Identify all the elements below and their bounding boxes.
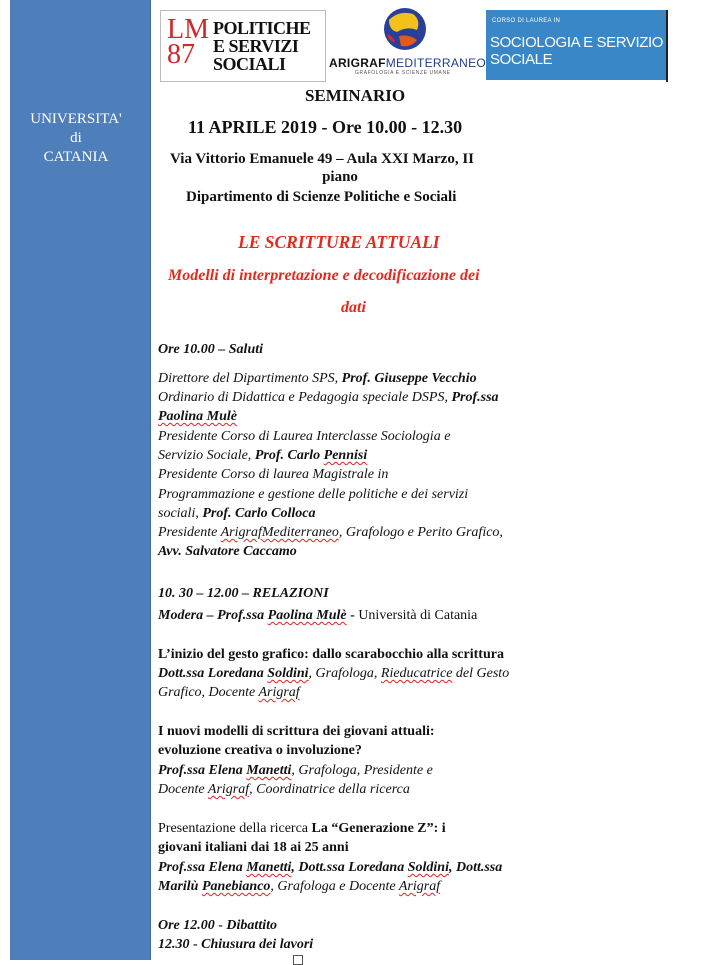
lm87-logo-text: POLITICHE E SERVIZI SOCIALI	[213, 18, 311, 74]
event-subtitle-2: dati	[341, 299, 366, 316]
talk-speaker: Grafico, Docente Arigraf	[158, 685, 300, 700]
talk-speaker: Marilù Panebianco, Grafologa e Docente Arigraf	[158, 879, 441, 894]
saluti-line: sociali, Prof. Carlo Colloca	[158, 506, 316, 521]
saluti-line: Presidente Corso di Laurea Interclasse Sociologia e	[158, 429, 451, 444]
sidebar-edge	[0, 0, 10, 960]
anchor-icon	[293, 955, 303, 965]
university-name	[12, 110, 140, 167]
university-line-3: CATANIA	[43, 149, 109, 165]
arigraf-logo-name: ARIGRAFMEDITERRANEO	[329, 56, 487, 70]
dibattito: Ore 12.00 - Dibattito	[158, 918, 277, 933]
lm87-logo	[160, 10, 326, 82]
address-line-1: Via Vittorio Emanuele 49 – Aula XXI Marzo, II	[170, 151, 475, 167]
course-logo	[486, 10, 666, 80]
course-logo-small: CORSO DI LAUREA IN	[492, 18, 561, 24]
talk-title: giovani italiani dai 18 ai 25 anni	[158, 840, 349, 855]
globe-icon	[377, 6, 433, 52]
talk-speaker: Prof.ssa Elena Manetti, Dott.ssa Loredana Soldini, Dott.ssa	[158, 860, 503, 875]
sidebar	[0, 0, 151, 960]
talk-title: evoluzione creativa o involuzione?	[158, 743, 362, 758]
saluti-line: Avv. Salvatore Caccamo	[158, 544, 297, 559]
saluti-line: Programmazione e gestione delle politiche e dei servizi	[158, 487, 469, 502]
saluti-line: Direttore del Dipartimento SPS, Prof. Giuseppe Vecchio	[158, 371, 477, 386]
chiusura: 12.30 - Chiusura dei lavori	[158, 937, 314, 952]
university-line-2: di	[70, 130, 82, 146]
event-subtitle-1: Modelli di interpretazione e decodificazione dei	[168, 267, 480, 284]
department: Dipartimento di Scienze Politiche e Sociali	[186, 189, 457, 205]
saluti-line: Servizio Sociale, Prof. Carlo Pennisi	[158, 448, 368, 463]
lm87-logo-number: LM 87	[167, 14, 209, 70]
saluti-heading: Ore 10.00 – Saluti	[158, 342, 264, 357]
address-line-2: piano	[322, 169, 358, 185]
talk-title: Presentazione della ricerca La “Generazione Z”: i	[158, 821, 446, 836]
talk-speaker: Docente Arigraf, Coordinatrice della ricerca	[158, 782, 410, 797]
divider	[666, 10, 668, 82]
moderator-line: Modera – Prof.ssa Paolina Mulè - Università di Catania	[158, 608, 478, 623]
talk-speaker: Dott.ssa Loredana Soldini, Grafologa, Rieducatrice del Gesto	[158, 666, 510, 681]
university-line-1: UNIVERSITA'	[30, 111, 122, 127]
seminar-date: 11 APRILE 2019 - Ore 10.00 - 12.30	[188, 117, 463, 137]
event-title: LE SCRITTURE ATTUALI	[238, 232, 440, 252]
talk-speaker: Prof.ssa Elena Manetti, Grafologa, Presidente e	[158, 763, 433, 778]
talk-title: I nuovi modelli di scrittura dei giovani attuali:	[158, 724, 435, 739]
saluti-line: Ordinario di Didattica e Pedagogia speciale DSPS, Prof.ssa	[158, 390, 499, 405]
arigraf-logo	[325, 6, 487, 76]
arigraf-logo-tagline: GRAFOLOGIA E SCIENZE UMANE	[355, 70, 451, 76]
course-logo-title: SOCIOLOGIA E SERVIZIO SOCIALE	[490, 34, 664, 68]
seminar-label: SEMINARIO	[304, 86, 406, 105]
relazioni-heading: 10. 30 – 12.00 – RELAZIONI	[158, 586, 329, 601]
talk-title: L’inizio del gesto grafico: dallo scarabocchio alla scrittura	[158, 647, 504, 662]
saluti-line: Presidente Corso di laurea Magistrale in	[158, 467, 389, 482]
saluti-line: Paolina Mulè	[158, 409, 237, 424]
saluti-line: Presidente ArigrafMediterraneo, Grafologo e Perito Grafico,	[158, 525, 503, 540]
